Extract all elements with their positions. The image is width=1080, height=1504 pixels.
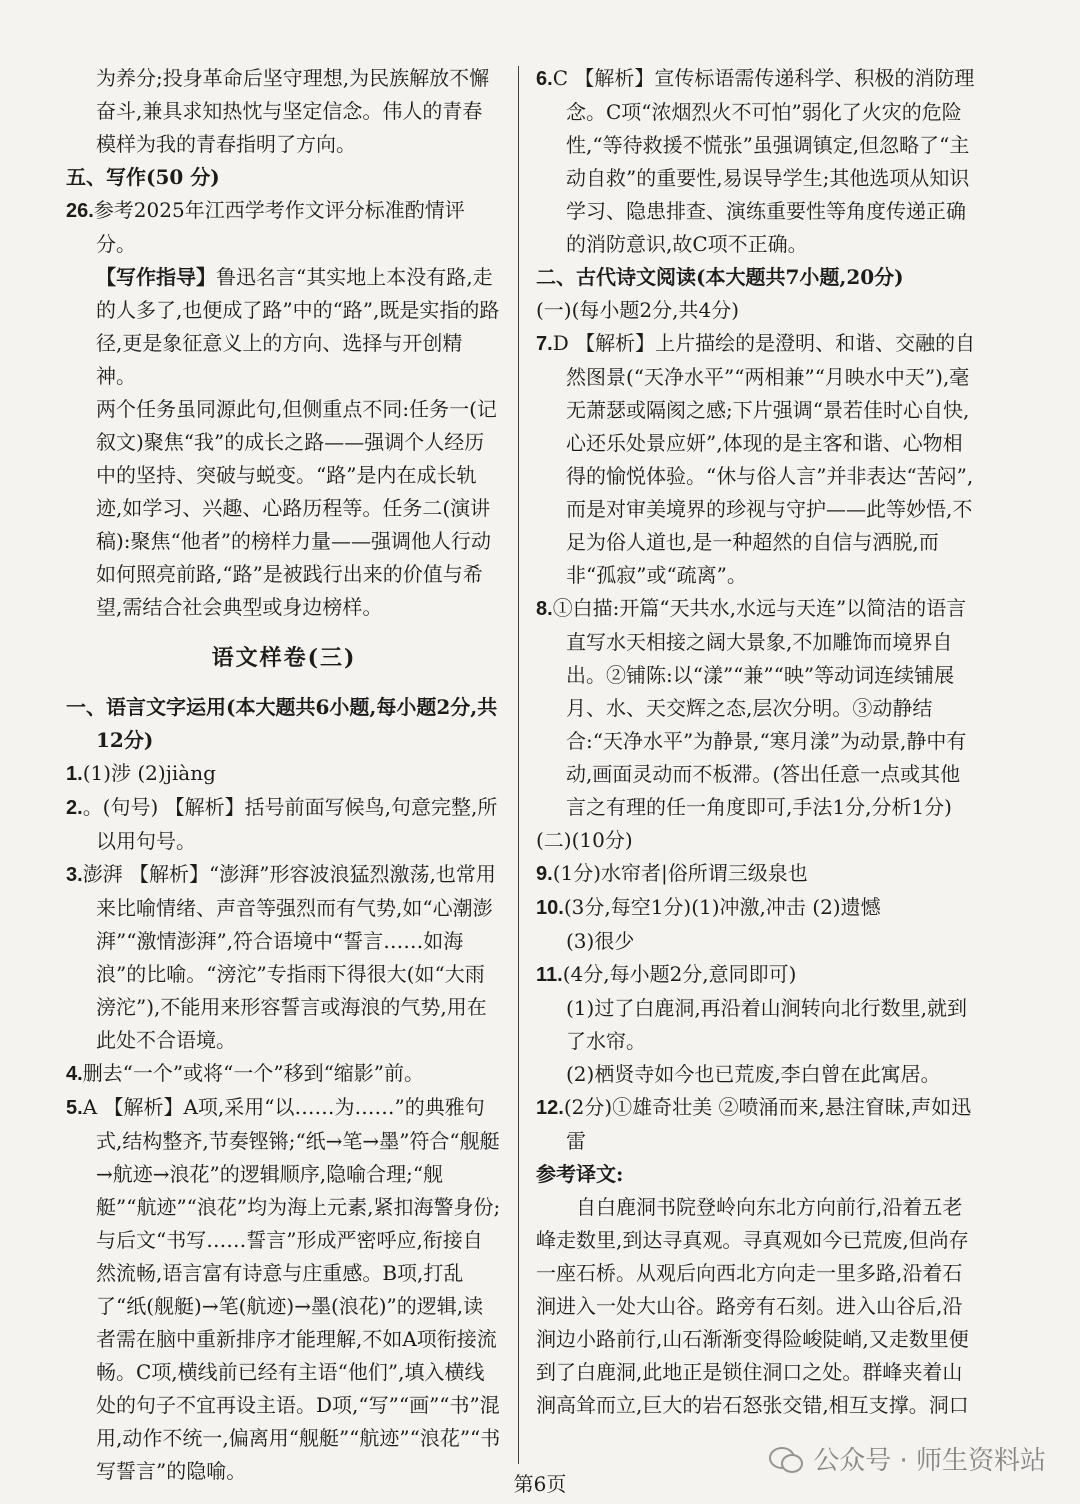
question-10-text: (3分,每空1分)(1)冲激,冲击 (2)遗憾 (563, 895, 881, 919)
question-3-number: 3. (66, 864, 83, 886)
guide-tag: 【写作指导】 (96, 265, 216, 289)
page-number: 第6页 (513, 1472, 567, 1496)
question-2-number: 2. (66, 797, 83, 819)
question-9-number: 9. (536, 863, 553, 885)
question-11 (536, 958, 978, 992)
question-4 (66, 1057, 502, 1091)
section-2-title: 二、古代诗文阅读(本大题共7小题,20分) (536, 265, 904, 289)
part-1-title: (一)(每小题2分,共4分) (536, 298, 740, 322)
question-7 (536, 327, 978, 592)
question-7-text: D 【解析】上片描绘的是澄明、和谐、交融的自然图景(“天净水平”“两相兼”“月映水中天”),毫无萧瑟或隔阂之感;下片强调“景若佳时心自快,心还乐处景应妍”,体现的是主客和谐、心物相得的愉悦体验。“休与俗人言”并非表达“苦闷”,而是对审美境界的珍视与守护——此等妙悟,不足为俗人道也,是一种超然的自信与洒脱,而非“孤寂”或“疏离”。 (552, 331, 976, 587)
question-10 (536, 891, 978, 925)
question-10-continued: (3)很少 (566, 929, 635, 953)
question-4-number: 4. (66, 1063, 83, 1085)
question-11-number: 11. (536, 964, 563, 986)
question-12 (536, 1091, 978, 1158)
question-2 (66, 791, 502, 858)
question-9-text: (1分)水帘者|俗所谓三级泉也 (552, 861, 808, 885)
paper-title: 语文样卷(三) (211, 645, 357, 671)
question-6-number: 6. (536, 68, 553, 90)
question-26 (66, 194, 502, 261)
question-8-number: 8. (536, 598, 553, 620)
question-3 (66, 858, 502, 1057)
question-8-text: ①白描:开篇“天共水,水远与天连”以简洁的语言直写水天相接之阔大景象,不加雕饰而境界自出。②铺陈:以“漾”“兼”“映”等动词连续铺展月、水、天交辉之态,层次分明。③动静结合:“天净水平”为静景,“寒月漾”为动景,静中有动,画面灵动而不板滞。(答出任意一点或其他言之有理的任一角度即可,手法1分,分析1分) (552, 596, 967, 819)
reference-translation-text: 自白鹿洞书院登岭向东北方向前行,沿着五老峰走数里,到达寻真观。寻真观如今已荒废,但尚存一座石桥。从观后向西北方向走一里多路,沿着石涧进入一处大山谷。路旁有石刻。进入山谷后,沿涧边小路前行,山石渐渐变得险峻陡峭,又走数里便到了白鹿洞,此地正是锁住洞口之处。群峰夹着山涧高耸而立,巨大的岩石怒张交错,相互支撑。洞口 (536, 1195, 969, 1417)
question-1 (66, 757, 502, 791)
question-1-text: (1)涉 (2)jiàng (82, 761, 216, 785)
question-10-number: 10. (536, 897, 564, 919)
question-11-answer-1: (1)过了白鹿洞,再沿着山涧转向北行数里,就到了水帘。 (566, 996, 968, 1053)
wechat-icon (769, 1445, 803, 1473)
left-column (66, 62, 502, 1488)
question-1-number: 1. (66, 763, 83, 785)
question-6-text: C 【解析】宣传标语需传递科学、积极的消防理念。C项“浓烟烈火不可怕”弱化了火灾的危险性,“等待救援不慌张”虽强调镇定,但忽略了“主动自救”的重要性,易误导学生;其他选项从知识学习、隐患排查、演练重要性等角度传递正确的消防意识,故C项不正确。 (552, 66, 975, 256)
reference-translation-title: 参考译文: (536, 1162, 624, 1186)
question-11-answer-2: (2)栖贤寺如今也已荒废,李白曾在此寓居。 (566, 1062, 941, 1086)
question-8 (536, 592, 978, 824)
question-2-text: 。(句号) 【解析】括号前面写候鸟,句意完整,所以用句号。 (82, 795, 498, 853)
guide-text: 鲁迅名言“其实地上本没有路,走的人多了,也便成了路”中的“路”,既是实指的路径,更是象征意义上的方向、选择与开创精神。 (96, 265, 500, 388)
watermark (769, 1440, 1046, 1477)
question-5 (66, 1091, 502, 1488)
column-divider (518, 66, 519, 1464)
question-3-text: 澎湃 【解析】“澎湃”形容波浪猛烈激荡,也常用来比喻情绪、声音等强烈而有气势,如“心潮澎湃”“激情澎湃”,符合语境中“誓言……如海浪”的比喻。“滂沱”专指雨下得很大(如“大雨滂沱”),不能用来形容誓言或海浪的气势,用在此处不合语境。 (82, 862, 496, 1052)
question-26-number: 26. (66, 200, 94, 222)
question-26-text: 参考2025年江西学考作文评分标准酌情评分。 (93, 198, 465, 256)
section-1-title: 一、语言文字运用(本大题共6小题,每小题2分,共12分) (66, 695, 498, 752)
question-11-text: (4分,每小题2分,意同即可) (562, 962, 797, 986)
question-26-guide-2: 两个任务虽同源此句,但侧重点不同:任务一(记叙文)聚焦“我”的成长之路——强调个人经历中的坚持、突破与蜕变。“路”是内在成长轨迹,如学习、兴趣、心路历程等。任务二(演讲稿):聚焦“他者”的榜样力量——强调他人行动如何照亮前路,“路”是被践行出来的价值与希望,需结合社会典型或身边榜样。 (96, 397, 497, 619)
question-6 (536, 62, 978, 261)
question-26-guide (66, 261, 502, 393)
question-4-text: 删去“一个”或将“一个”移到“缩影”前。 (82, 1061, 425, 1085)
part-2-title: (二)(10分) (536, 828, 633, 852)
question-5-number: 5. (66, 1097, 83, 1119)
question-12-number: 12. (536, 1097, 564, 1119)
question-7-number: 7. (536, 333, 553, 355)
question-9 (536, 857, 978, 891)
question-5-text: A 【解析】A项,采用“以……为……”的典雅句式,结构整齐,节奏铿锵;“纸→笔→墨”符合“舰艇→航迹→浪花”的逻辑顺序,隐喻合理;“舰艇”“航迹”“浪花”均为海上元素,紧扣海警身份;与后文“书写……誓言”形成严密呼应,衔接自然流畅,语言富有诗意与庄重感。B项,打乱了“纸(舰艇)→笔(航迹)→墨(浪花)”的逻辑,读者需在脑中重新排序才能理解,不如A项衔接流畅。C项,横线前已经有主语“他们”,填入横线处的句子不宜再设主语。D项,“写”“画”“书”混用,动作不统一,偏离用“舰艇”“航迹”“浪花”“书写誓言”的隐喻。 (82, 1095, 501, 1483)
continuation-text: 为养分;投身革命后坚守理想,为民族解放不懈奋斗,兼具求知热忱与坚定信念。伟人的青春模样为我的青春指明了方向。 (96, 66, 490, 156)
section-5-title: 五、写作(50 分) (66, 165, 220, 189)
question-12-text: (2分)①雄奇壮美 ②喷涌而来,悬注窅昧,声如迅雷 (563, 1095, 972, 1153)
right-column (536, 62, 978, 1422)
watermark-text: 公众号 · 师生资料站 (813, 1446, 1046, 1476)
